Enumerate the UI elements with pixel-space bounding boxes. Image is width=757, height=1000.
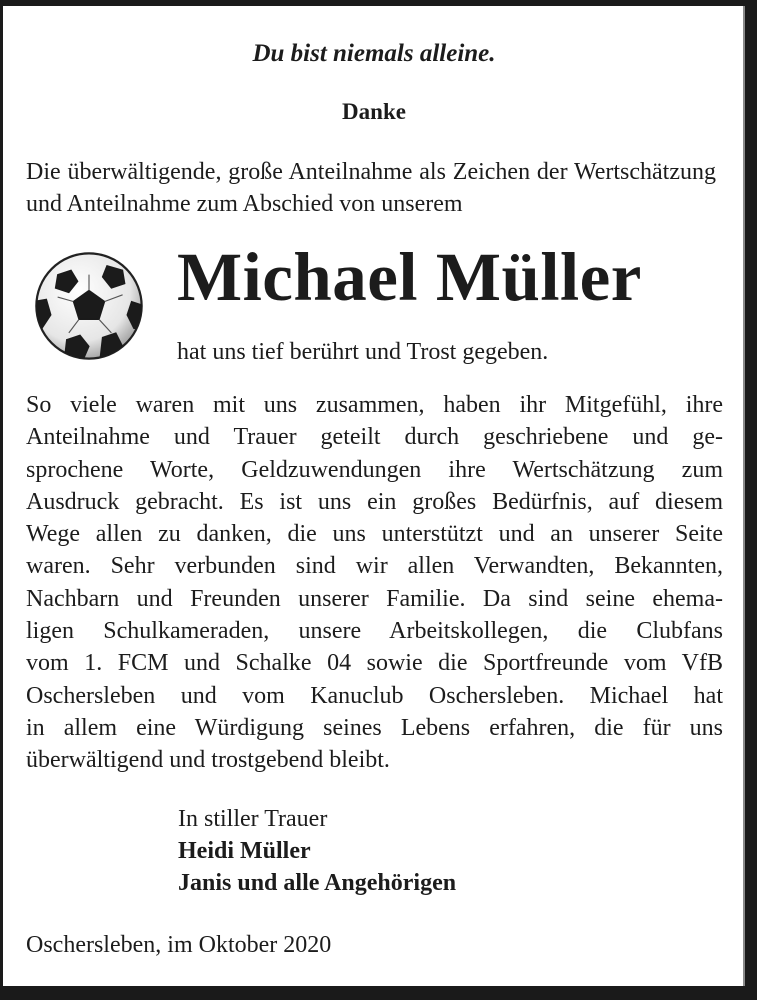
body-line: vom 1. FCM und Schalke 04 sowie die Sportfreunde vom VfB <box>26 650 723 677</box>
body-line: in allem eine Würdigung seines Lebens erfahren, die für uns <box>26 714 723 741</box>
intro-paragraph: Die überwältigende, große Anteilnahme als Zeichen der Wertschätzung und Anteilnahme zum Abschied von unserem <box>26 159 716 217</box>
body-paragraph <box>26 389 723 777</box>
body-line: Anteilnahme und Trauer geteilt durch geschriebene und ge- <box>26 424 723 451</box>
body-line: Ausdruck gebracht. Es ist uns ein großes Bedürfnis, auf diesem <box>26 488 723 515</box>
body-line: So viele waren mit uns zusammen, haben ihr Mitgefühl, ihre <box>26 392 723 418</box>
signature-block <box>178 803 456 899</box>
body-line: Nachbarn und Freunden unserer Familie. Da sind seine ehema- <box>26 585 723 612</box>
body-line: Oschersleben und vom Kanuclub Oschersleben. Michael hat <box>26 682 723 709</box>
body-line: überwältigend und trostgebend bleibt. <box>26 747 390 774</box>
motto-line: Du bist niemals alleine. <box>252 40 496 67</box>
deceased-name: Michael Müller <box>177 239 642 315</box>
signature-family: Janis und alle Angehörigen <box>178 870 457 896</box>
body-line: sprochene Worte, Geldzuwendungen ihre Wertschätzung zum <box>26 456 723 483</box>
body-line: waren. Sehr verbunden sind wir allen Verwandten, Bekannten, <box>26 553 723 580</box>
soccer-ball-icon <box>33 250 145 362</box>
body-line: ligen Schulkameraden, unsere Arbeitskollegen, die Clubfans <box>26 618 723 645</box>
subline: hat uns tief berührt und Trost gegeben. <box>177 339 549 365</box>
signature-intro: In stiller Trauer <box>178 806 328 832</box>
heading-danke: Danke <box>342 99 406 124</box>
signature-name: Heidi Müller <box>178 838 311 864</box>
body-line: Wege allen zu danken, die uns unterstützt und an unserer Seite <box>26 521 723 548</box>
obituary-notice <box>3 6 745 986</box>
place-date: Oschersleben, im Oktober 2020 <box>26 932 332 958</box>
